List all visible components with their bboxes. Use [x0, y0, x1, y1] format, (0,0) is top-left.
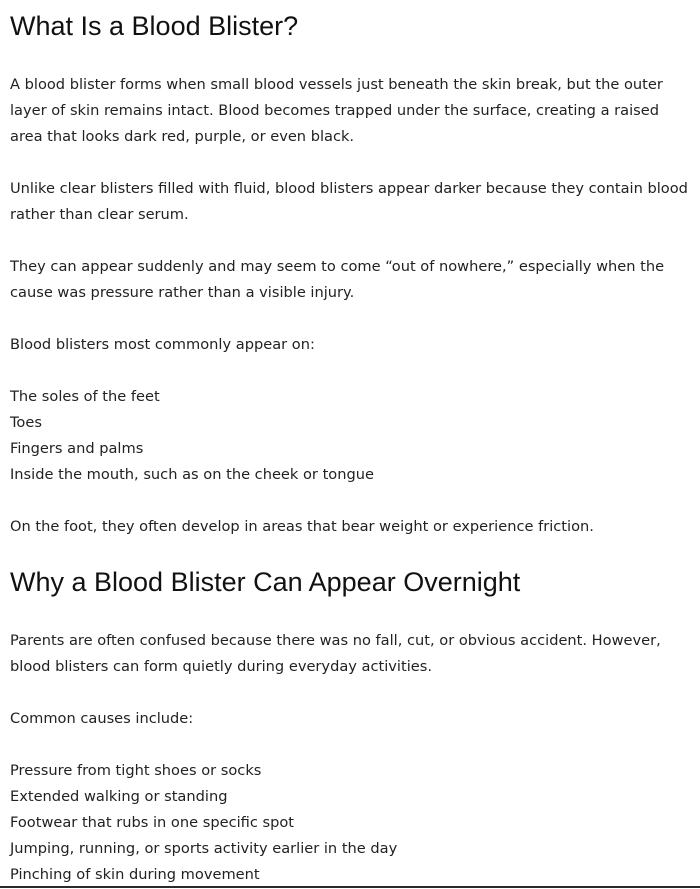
paragraph-causes-intro: Common causes include: [10, 710, 194, 727]
list-item: Footwear that rubs in one specific spot [10, 814, 295, 831]
list-item: Toes [10, 414, 42, 431]
paragraph-parents-confused: Parents are often confused because there was no fall, cut, or obvious accident. However, blood blisters can form quietly during everyday activities. [10, 632, 661, 675]
section-heading-what-is: What Is a Blood Blister? [10, 11, 299, 41]
list-item: Jumping, running, or sports activity earlier in the day [10, 840, 398, 857]
paragraph-foot: On the foot, they often develop in areas that bear weight or experience friction. [10, 518, 594, 535]
paragraph-definition: A blood blister forms when small blood vessels just beneath the skin break, but the outer layer of skin remains intact. Blood becomes trapped under the surface, creating a raised area that looks dark red, purple, or even black. [10, 76, 663, 145]
list-item: Extended walking or standing [10, 788, 228, 805]
list-item: Pressure from tight shoes or socks [10, 762, 262, 779]
locations-list [10, 384, 694, 488]
list-item: Fingers and palms [10, 440, 144, 457]
paragraph-difference: Unlike clear blisters filled with fluid, blood blisters appear darker because they contain blood rather than clear serum. [10, 180, 688, 223]
list-item: The soles of the feet [10, 388, 160, 405]
paragraph-sudden: They can appear suddenly and may seem to come “out of nowhere,” especially when the cause was pressure rather than a visible injury. [10, 258, 665, 301]
section-heading-overnight: Why a Blood Blister Can Appear Overnight [10, 567, 521, 597]
causes-list [10, 758, 694, 888]
article-body [10, 0, 694, 888]
list-item: Pinching of skin during movement [10, 866, 260, 883]
paragraph-locations-intro: Blood blisters most commonly appear on: [10, 336, 315, 353]
bottom-divider [0, 886, 700, 888]
list-item: Inside the mouth, such as on the cheek or tongue [10, 466, 374, 483]
